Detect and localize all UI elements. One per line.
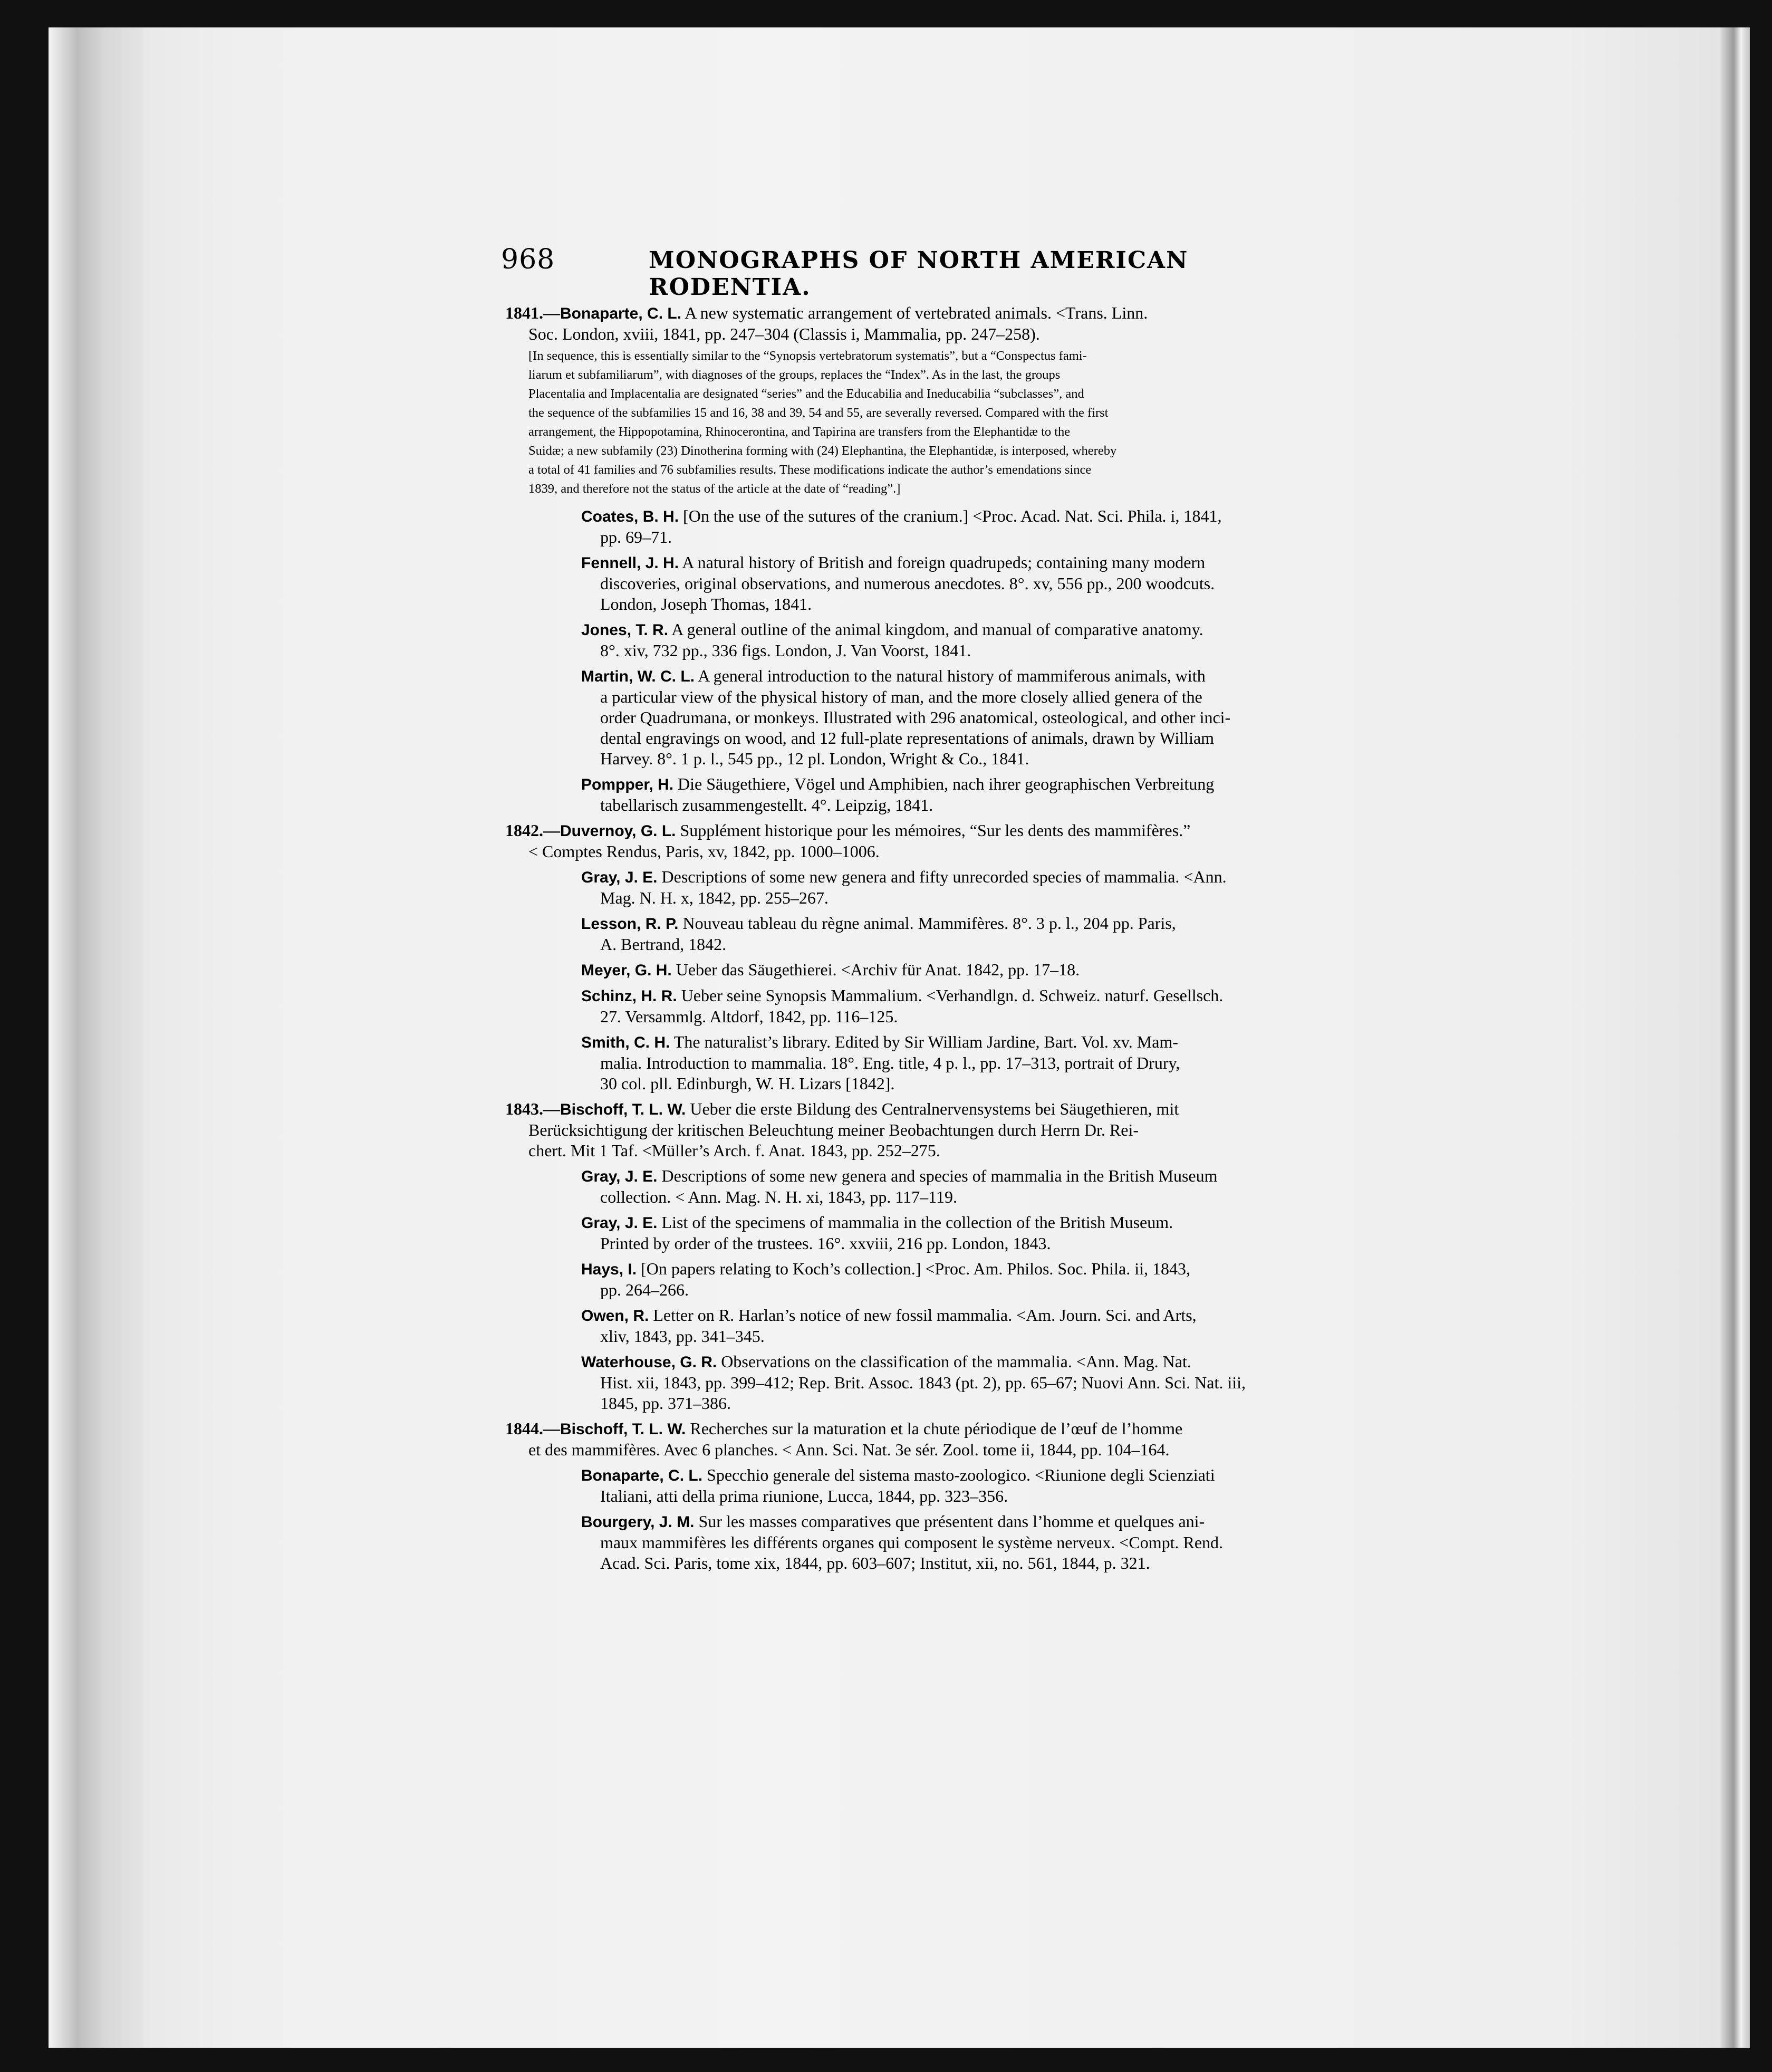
entry-continuation-line bbox=[581, 1553, 1455, 1574]
entry-first-line bbox=[581, 1212, 1455, 1233]
entry-first-line bbox=[581, 985, 1455, 1006]
entry-first-line bbox=[505, 1418, 1455, 1440]
entry-author: Gray, J. E. bbox=[581, 869, 658, 886]
entry-continuation-line bbox=[581, 1326, 1455, 1347]
book-gutter-shadow bbox=[49, 27, 143, 2048]
bibliography-entry bbox=[505, 1465, 1455, 1507]
entry-text: London, Joseph Thomas, 1841. bbox=[600, 594, 812, 613]
entry-text: Berücksichtigung der kritischen Beleuchtung meiner Beobachtungen durch Herrn Dr. Rei- bbox=[528, 1120, 1139, 1139]
bibliography-entry bbox=[505, 1259, 1455, 1300]
entry-text: chert. Mit 1 Taf. <Müller’s Arch. f. Anat. 1843, pp. 252–275. bbox=[528, 1141, 940, 1160]
entry-continuation-line bbox=[581, 934, 1455, 955]
entry-continuation-line bbox=[581, 527, 1455, 548]
entry-continuation-line bbox=[581, 749, 1455, 769]
entry-first-line bbox=[505, 303, 1455, 324]
entry-continuation-line bbox=[505, 1120, 1455, 1140]
entry-text: dental engravings on wood, and 12 full-plate representations of animals, drawn by William bbox=[600, 728, 1215, 747]
entry-text: pp. 69–71. bbox=[600, 527, 672, 546]
entry-author: Lesson, R. P. bbox=[581, 915, 679, 933]
entry-continuation-line bbox=[581, 1006, 1455, 1027]
entry-first-line bbox=[581, 1465, 1455, 1486]
bibliography-entry bbox=[505, 303, 1455, 498]
entry-text: Sur les masses comparatives que présentent dans l’homme et quelques ani- bbox=[698, 1512, 1205, 1531]
entry-continuation-line bbox=[581, 707, 1455, 728]
entry-note-line: the sequence of the subfamilies 15 and 16, 38 and 39, 54 and 55, are severally reversed. Compared with the first bbox=[528, 406, 1109, 420]
bibliography-entry bbox=[505, 1511, 1455, 1574]
entry-text: tabellarisch zusammengestellt. 4°. Leipzig, 1841. bbox=[600, 795, 933, 814]
entry-first-line bbox=[581, 867, 1455, 888]
entry-year: 1844.— bbox=[505, 1419, 560, 1438]
entry-text: Recherches sur la maturation et la chute périodique de l’œuf de l’homme bbox=[690, 1419, 1183, 1438]
entry-text: Ueber die erste Bildung des Centralnervensystems bei Säugethieren, mit bbox=[690, 1099, 1179, 1118]
entry-first-line bbox=[581, 552, 1455, 573]
entry-continuation-line bbox=[581, 1393, 1455, 1414]
entry-note-line: Suidæ; a new subfamily (23) Dinotherina forming with (24) Elephantina, the Elephantidæ, is interposed, whereby bbox=[528, 444, 1117, 458]
entry-first-line bbox=[505, 1099, 1455, 1120]
bibliography-entry bbox=[505, 666, 1455, 769]
entry-text: 27. Versammlg. Altdorf, 1842, pp. 116–125. bbox=[600, 1007, 898, 1026]
entry-continuation-line bbox=[581, 1486, 1455, 1507]
entry-text: A general introduction to the natural history of mammiferous animals, with bbox=[698, 666, 1206, 685]
entry-author: Hays, I. bbox=[581, 1261, 637, 1278]
entry-text: pp. 264–266. bbox=[600, 1280, 689, 1299]
entry-text: A. Bertrand, 1842. bbox=[600, 935, 727, 954]
entry-first-line bbox=[581, 913, 1455, 934]
entry-first-line bbox=[581, 619, 1455, 640]
entry-first-line bbox=[581, 1259, 1455, 1280]
entry-author: Bourgery, J. M. bbox=[581, 1513, 695, 1531]
entry-author: Pompper, H. bbox=[581, 776, 674, 793]
entry-text: List of the specimens of mammalia in the collection of the British Museum. bbox=[661, 1213, 1173, 1232]
entry-text: Printed by order of the trustees. 16°. xxviii, 216 pp. London, 1843. bbox=[600, 1234, 1051, 1253]
entry-continuation-line bbox=[505, 1440, 1455, 1460]
entry-continuation-line bbox=[581, 640, 1455, 661]
entry-continuation-line bbox=[581, 1073, 1455, 1094]
entry-author: Bonaparte, C. L. bbox=[560, 305, 682, 322]
entry-first-line bbox=[581, 774, 1455, 795]
entry-note-line: arrangement, the Hippopotamina, Rhinocerontina, and Tapirina are transfers from the Elephantidæ to the bbox=[528, 425, 1071, 439]
entry-author: Duvernoy, G. L. bbox=[560, 822, 676, 840]
bibliography-entry bbox=[505, 619, 1455, 661]
page-number: 968 bbox=[501, 244, 555, 275]
entry-note-line: liarum et subfamiliarum”, with diagnoses of the groups, replaces the “Index”. As in the last, the groups bbox=[528, 368, 1061, 382]
entry-text: Hist. xii, 1843, pp. 399–412; Rep. Brit. Assoc. 1843 (pt. 2), pp. 65–67; Nuovi Ann. Sci. Nat. iii, bbox=[600, 1373, 1246, 1392]
entry-continuation-line bbox=[581, 888, 1455, 908]
entry-author: Gray, J. E. bbox=[581, 1168, 658, 1185]
entry-text: Descriptions of some new genera and fifty unrecorded species of mammalia. <Ann. bbox=[661, 867, 1227, 886]
entry-year: 1841.— bbox=[505, 303, 560, 322]
entry-text: 8°. xiv, 732 pp., 336 figs. London, J. Van Voorst, 1841. bbox=[600, 641, 971, 660]
entry-text: Soc. London, xviii, 1841, pp. 247–304 (Classis i, Mammalia, pp. 247–258). bbox=[528, 324, 1040, 343]
bibliography-entry bbox=[505, 1212, 1455, 1254]
entry-author: Martin, W. C. L. bbox=[581, 668, 695, 685]
entry-first-line bbox=[581, 1305, 1455, 1326]
entry-author: Fennell, J. H. bbox=[581, 554, 679, 572]
running-title: MONOGRAPHS OF NORTH AMERICAN RODENTIA. bbox=[649, 247, 1189, 301]
entry-continuation-line bbox=[581, 728, 1455, 749]
entry-continuation-line bbox=[505, 841, 1455, 862]
entry-first-line bbox=[581, 960, 1455, 981]
entry-text: Die Säugethiere, Vögel und Amphibien, nach ihrer geographischen Verbreitung bbox=[678, 774, 1215, 793]
entry-first-line bbox=[581, 666, 1455, 687]
entry-continuation-line bbox=[581, 1532, 1455, 1553]
bibliography-list bbox=[505, 303, 1455, 1578]
entry-continuation-line bbox=[581, 1233, 1455, 1254]
entry-author: Coates, B. H. bbox=[581, 508, 679, 525]
scan-border-top bbox=[0, 0, 1772, 27]
bibliography-entry bbox=[505, 506, 1455, 548]
entry-text: < Comptes Rendus, Paris, xv, 1842, pp. 1000–1006. bbox=[528, 842, 880, 861]
bibliography-entry bbox=[505, 1099, 1455, 1161]
entry-text: Observations on the classification of the mammalia. <Ann. Mag. Nat. bbox=[721, 1352, 1191, 1371]
scan-border-left bbox=[0, 0, 49, 2072]
entry-text: Specchio generale del sistema masto-zoologico. <Riunione degli Scienziati bbox=[707, 1465, 1215, 1484]
bibliography-entry bbox=[505, 820, 1455, 862]
entry-first-line bbox=[581, 1032, 1455, 1053]
entry-text: Acad. Sci. Paris, tome xix, 1844, pp. 603–607; Institut, xii, no. 561, 1844, p. 321. bbox=[600, 1553, 1150, 1572]
entry-text: A natural history of British and foreign quadrupeds; containing many modern bbox=[682, 553, 1206, 572]
entry-text: Ueber seine Synopsis Mammalium. <Verhandlgn. d. Schweiz. naturf. Gesellsch. bbox=[681, 986, 1224, 1005]
entry-continuation-line bbox=[581, 573, 1455, 594]
entry-text: The naturalist’s library. Edited by Sir William Jardine, Bart. Vol. xv. Mam- bbox=[673, 1032, 1178, 1051]
bibliography-entry bbox=[505, 774, 1455, 816]
entry-year: 1842.— bbox=[505, 821, 560, 840]
entry-first-line bbox=[581, 1351, 1455, 1373]
entry-text: xliv, 1843, pp. 341–345. bbox=[600, 1327, 765, 1346]
entry-first-line bbox=[581, 1166, 1455, 1187]
entry-continuation-line bbox=[581, 687, 1455, 707]
entry-text: Italiani, atti della prima riunione, Lucca, 1844, pp. 323–356. bbox=[600, 1486, 1008, 1505]
entry-author: Smith, C. H. bbox=[581, 1034, 670, 1051]
entry-author: Meyer, G. H. bbox=[581, 962, 672, 979]
entry-text: order Quadrumana, or monkeys. Illustrated with 296 anatomical, osteological, and other inci- bbox=[600, 708, 1231, 727]
entry-author: Owen, R. bbox=[581, 1307, 649, 1325]
page-header bbox=[501, 244, 1308, 301]
entry-text: A new systematic arrangement of vertebrated animals. <Trans. Linn. bbox=[685, 303, 1148, 322]
entry-year: 1843.— bbox=[505, 1099, 560, 1118]
entry-text: Letter on R. Harlan’s notice of new fossil mammalia. <Am. Journ. Sci. and Arts, bbox=[653, 1306, 1197, 1325]
entry-continuation-line bbox=[581, 594, 1455, 615]
entry-text: Mag. N. H. x, 1842, pp. 255–267. bbox=[600, 888, 829, 907]
bibliography-entry bbox=[505, 1032, 1455, 1094]
bibliography-entry bbox=[505, 913, 1455, 955]
entry-continuation-line bbox=[581, 795, 1455, 816]
entry-continuation-line bbox=[581, 1053, 1455, 1073]
entry-continuation-line bbox=[581, 1280, 1455, 1300]
entry-author: Jones, T. R. bbox=[581, 621, 669, 639]
entry-text: [On the use of the sutures of the cranium.] <Proc. Acad. Nat. Sci. Phila. i, 1841, bbox=[683, 506, 1222, 525]
page-right-edge bbox=[1720, 27, 1750, 2048]
entry-first-line bbox=[505, 820, 1455, 841]
bibliography-entry bbox=[505, 1166, 1455, 1207]
entry-text: collection. < Ann. Mag. N. H. xi, 1843, pp. 117–119. bbox=[600, 1187, 957, 1206]
entry-continuation-line bbox=[581, 1373, 1455, 1393]
entry-note-line: [In sequence, this is essentially similar to the “Synopsis vertebratorum systematis”, but a “Conspectus fami- bbox=[528, 349, 1087, 363]
entry-text: Harvey. 8°. 1 p. l., 545 pp., 12 pl. London, Wright & Co., 1841. bbox=[600, 749, 1029, 768]
scan-border-bottom bbox=[0, 2048, 1772, 2072]
entry-text: malia. Introduction to mammalia. 18°. Eng. title, 4 p. l., pp. 17–313, portrait of Drury, bbox=[600, 1053, 1180, 1072]
entry-text: 1845, pp. 371–386. bbox=[600, 1394, 731, 1413]
bibliography-entry bbox=[505, 1305, 1455, 1347]
entry-text: Ueber das Säugethierei. <Archiv für Anat. 1842, pp. 17–18. bbox=[676, 960, 1080, 979]
bibliography-entry bbox=[505, 960, 1455, 981]
entry-continuation-line bbox=[505, 1140, 1455, 1161]
entry-author: Bischoff, T. L. W. bbox=[560, 1421, 686, 1438]
scan-border-right bbox=[1750, 0, 1772, 2072]
entry-text: Descriptions of some new genera and species of mammalia in the British Museum bbox=[661, 1166, 1218, 1185]
entry-note-line: Placentalia and Implacentalia are designated “series” and the Educabilia and Ineducabilia “subclasses”, and bbox=[528, 387, 1084, 401]
entry-text: 30 col. pll. Edinburgh, W. H. Lizars [1842]. bbox=[600, 1074, 895, 1093]
entry-note-line: 1839, and therefore not the status of the article at the date of “reading”.] bbox=[528, 482, 901, 496]
entry-first-line bbox=[581, 1511, 1455, 1532]
entry-author: Schinz, H. R. bbox=[581, 987, 677, 1005]
entry-first-line bbox=[581, 506, 1455, 527]
entry-continuation-line bbox=[505, 324, 1455, 344]
entry-text: Supplément historique pour les mémoires, “Sur les dents des mammifères.” bbox=[680, 821, 1191, 840]
entry-text: maux mammifères les différents organes qui composent le système nerveux. <Compt. Rend. bbox=[600, 1533, 1224, 1552]
entry-author: Waterhouse, G. R. bbox=[581, 1354, 717, 1371]
entry-text: Nouveau tableau du règne animal. Mammifères. 8°. 3 p. l., 204 pp. Paris, bbox=[682, 914, 1176, 933]
entry-continuation-line bbox=[581, 1187, 1455, 1207]
entry-text: a particular view of the physical history of man, and the more closely allied genera of the bbox=[600, 687, 1202, 706]
entry-author: Bischoff, T. L. W. bbox=[560, 1101, 686, 1118]
bibliography-entry bbox=[505, 985, 1455, 1027]
bibliography-entry bbox=[505, 1418, 1455, 1460]
bibliography-entry bbox=[505, 552, 1455, 615]
entry-text: A general outline of the animal kingdom, and manual of comparative anatomy. bbox=[671, 620, 1203, 639]
bibliography-entry bbox=[505, 867, 1455, 908]
entry-text: et des mammifères. Avec 6 planches. < Ann. Sci. Nat. 3e sér. Zool. tome ii, 1844, pp. 104–164. bbox=[528, 1440, 1170, 1459]
entry-note bbox=[505, 347, 1455, 498]
entry-text: [On papers relating to Koch’s collection.] <Proc. Am. Philos. Soc. Phila. ii, 1843, bbox=[641, 1259, 1190, 1278]
entry-author: Bonaparte, C. L. bbox=[581, 1467, 703, 1484]
bibliography-entry bbox=[505, 1351, 1455, 1414]
entry-text: discoveries, original observations, and numerous anecdotes. 8°. xv, 556 pp., 200 woodcuts. bbox=[600, 574, 1215, 593]
entry-note-line: a total of 41 families and 76 subfamilies results. These modifications indicate the author’s emendations since bbox=[528, 463, 1092, 477]
entry-author: Gray, J. E. bbox=[581, 1214, 658, 1232]
